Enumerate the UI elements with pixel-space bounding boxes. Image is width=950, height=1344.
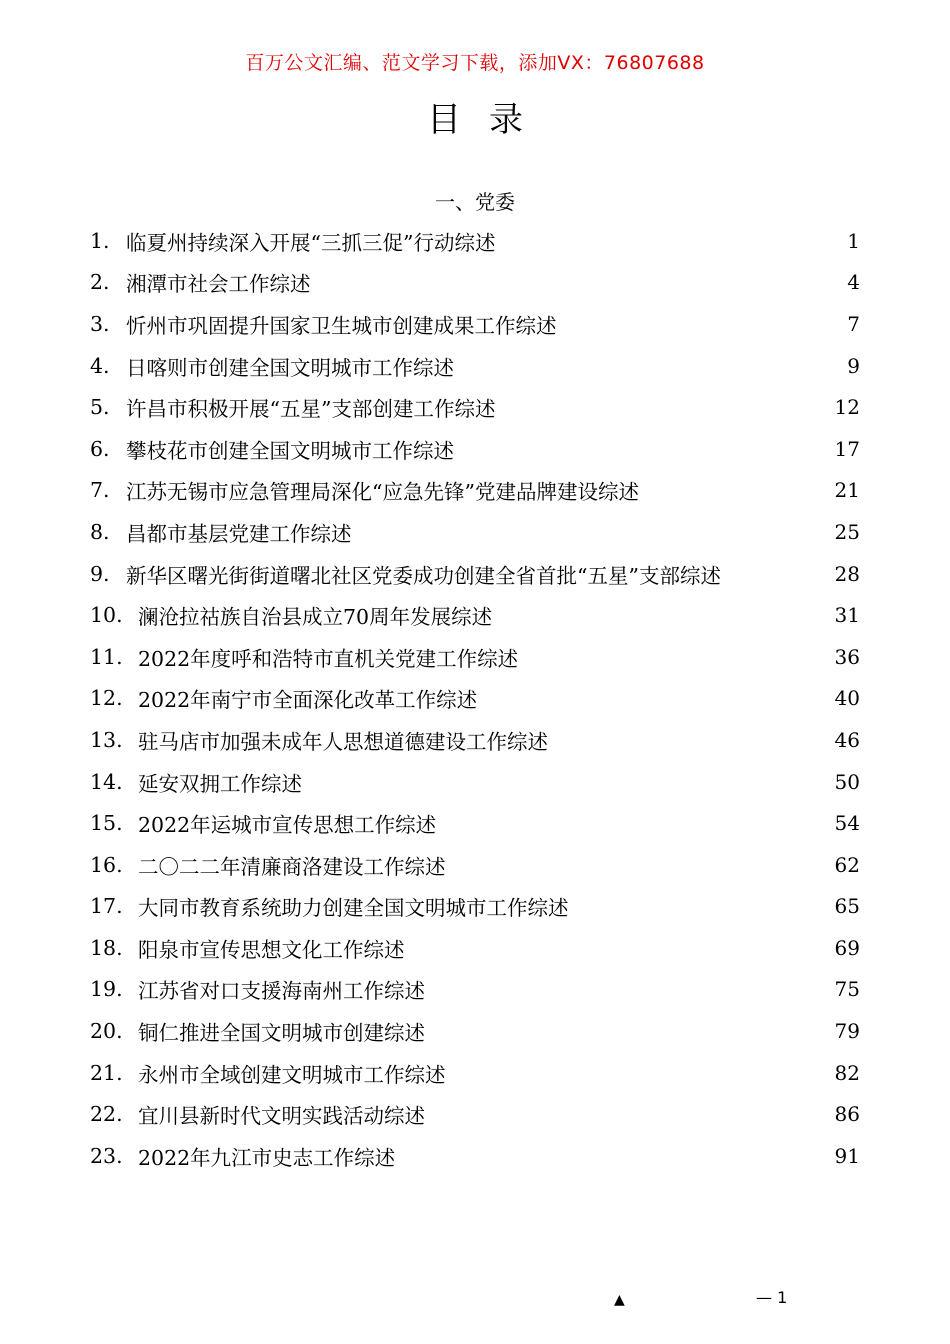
toc-entry-title: 澜沧拉祜族自治县成立70周年发展综述 — [138, 605, 493, 630]
toc-entry[interactable] — [90, 303, 860, 345]
toc-entry[interactable] — [90, 1010, 860, 1052]
toc-entry-page: 46 — [834, 727, 860, 752]
toc-entry-page: 69 — [834, 935, 860, 960]
toc-entry-number: 2. — [90, 270, 110, 295]
toc-entry-title: 2022年九江市史志工作综述 — [138, 1145, 396, 1170]
toc-entry-title: 阳泉市宣传思想文化工作综述 — [138, 937, 405, 962]
toc-entry-title: 延安双拥工作综述 — [138, 771, 302, 796]
toc-entry-title: 二〇二二年清廉商洛建设工作综述 — [138, 854, 446, 879]
toc-entry-number: 6. — [90, 436, 110, 461]
page-title: 目录 — [427, 100, 551, 140]
toc-entry-page: 17 — [834, 436, 860, 461]
toc-entry[interactable] — [90, 886, 860, 928]
toc-entry[interactable] — [90, 1093, 860, 1135]
toc-entry[interactable] — [90, 594, 860, 636]
toc-entry-title: 江苏无锡市应急管理局深化“应急先锋”党建品牌建设综述 — [126, 480, 639, 505]
toc-entry-page: 75 — [834, 977, 860, 1002]
toc-entry-number: 5. — [90, 395, 110, 420]
toc-entry-number: 18. — [90, 935, 123, 960]
toc-entry-title: 攀枝花市创建全国文明城市工作综述 — [126, 438, 454, 463]
toc-entry-page: 40 — [834, 686, 860, 711]
watermark-banner: 百万公文汇编、范文学习下载，添加VX：76807688 — [245, 52, 705, 74]
toc-entry-number: 10. — [90, 603, 123, 628]
toc-entry[interactable] — [90, 1135, 860, 1177]
toc-entry-page: 1 — [847, 228, 860, 253]
footer-page-number: — 1 — [756, 1288, 788, 1307]
toc-entry-page: 86 — [834, 1102, 860, 1127]
toc-entry-page: 21 — [834, 478, 860, 503]
toc-entry[interactable] — [90, 761, 860, 803]
toc-entry[interactable] — [90, 386, 860, 428]
toc-entry-title: 许昌市积极开展“五星”支部创建工作综述 — [126, 397, 496, 422]
toc-entry-title: 新华区曙光街街道曙北社区党委成功创建全省首批“五星”支部综述 — [126, 563, 721, 588]
toc-entry-page: 82 — [834, 1060, 860, 1085]
footer-mark-icon: ▲ — [614, 1292, 625, 1308]
toc-entry[interactable] — [90, 262, 860, 304]
table-of-contents — [90, 220, 860, 1177]
toc-entry-number: 16. — [90, 852, 123, 877]
toc-entry-number: 23. — [90, 1143, 123, 1168]
toc-entry[interactable] — [90, 678, 860, 720]
toc-entry[interactable] — [90, 428, 860, 470]
toc-entry[interactable] — [90, 719, 860, 761]
toc-entry-page: 9 — [847, 353, 860, 378]
toc-entry-number: 13. — [90, 727, 123, 752]
section-heading: 一、党委 — [435, 190, 515, 214]
toc-entry-title: 铜仁推进全国文明城市创建综述 — [138, 1021, 425, 1046]
toc-entry-number: 4. — [90, 353, 110, 378]
toc-entry-title: 大同市教育系统助力创建全国文明城市工作综述 — [138, 896, 569, 921]
toc-entry[interactable] — [90, 470, 860, 512]
toc-entry-title: 江苏省对口支援海南州工作综述 — [138, 979, 425, 1004]
toc-entry[interactable] — [90, 927, 860, 969]
toc-entry-title: 2022年度呼和浩特市直机关党建工作综述 — [138, 646, 519, 671]
toc-entry[interactable] — [90, 844, 860, 886]
toc-entry-page: 36 — [834, 644, 860, 669]
toc-entry-number: 15. — [90, 811, 123, 836]
toc-entry-title: 2022年运城市宣传思想工作综述 — [138, 813, 437, 838]
toc-entry-number: 7. — [90, 478, 110, 503]
toc-entry-number: 9. — [90, 561, 110, 586]
toc-entry-page: 65 — [834, 894, 860, 919]
toc-entry[interactable] — [90, 553, 860, 595]
toc-entry-page: 79 — [834, 1019, 860, 1044]
toc-entry[interactable] — [90, 969, 860, 1011]
toc-entry[interactable] — [90, 802, 860, 844]
toc-entry[interactable] — [90, 636, 860, 678]
toc-entry-number: 11. — [90, 644, 123, 669]
toc-entry-number: 14. — [90, 769, 123, 794]
toc-entry-page: 31 — [834, 603, 860, 628]
toc-entry-title: 驻马店市加强未成年人思想道德建设工作综述 — [138, 729, 548, 754]
toc-entry-number: 1. — [90, 228, 110, 253]
toc-entry-title: 湘潭市社会工作综述 — [126, 272, 311, 297]
toc-entry-title: 昌都市基层党建工作综述 — [126, 521, 352, 546]
toc-entry-number: 3. — [90, 311, 110, 336]
toc-entry-title: 永州市全域创建文明城市工作综述 — [138, 1062, 446, 1087]
toc-entry-title: 宜川县新时代文明实践活动综述 — [138, 1104, 425, 1129]
toc-entry-page: 54 — [834, 811, 860, 836]
toc-entry[interactable] — [90, 511, 860, 553]
toc-entry-number: 22. — [90, 1102, 123, 1127]
toc-entry-page: 91 — [834, 1143, 860, 1168]
toc-entry-title: 日喀则市创建全国文明城市工作综述 — [126, 355, 454, 380]
toc-entry-number: 8. — [90, 519, 110, 544]
toc-entry-page: 62 — [834, 852, 860, 877]
toc-entry-title: 2022年南宁市全面深化改革工作综述 — [138, 688, 478, 713]
toc-entry[interactable] — [90, 220, 860, 262]
toc-entry-page: 7 — [847, 311, 860, 336]
toc-entry-page: 28 — [834, 561, 860, 586]
toc-entry-number: 20. — [90, 1019, 123, 1044]
toc-entry-number: 21. — [90, 1060, 123, 1085]
toc-entry-number: 12. — [90, 686, 123, 711]
toc-entry-number: 19. — [90, 977, 123, 1002]
toc-entry-title: 忻州市巩固提升国家卫生城市创建成果工作综述 — [126, 313, 557, 338]
toc-entry[interactable] — [90, 1052, 860, 1094]
toc-entry-page: 4 — [847, 270, 860, 295]
toc-entry-page: 12 — [834, 395, 860, 420]
toc-entry[interactable] — [90, 345, 860, 387]
toc-entry-title: 临夏州持续深入开展“三抓三促”行动综述 — [126, 230, 496, 255]
toc-entry-number: 17. — [90, 894, 123, 919]
toc-entry-page: 50 — [834, 769, 860, 794]
toc-entry-page: 25 — [834, 519, 860, 544]
